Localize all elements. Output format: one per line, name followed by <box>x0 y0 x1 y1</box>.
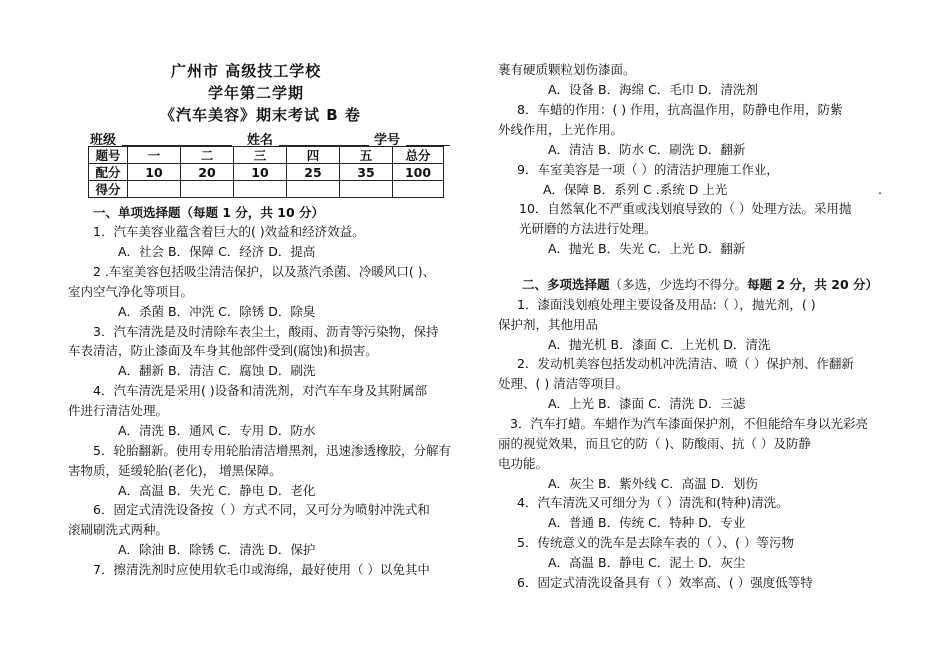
table-cell: 10 <box>128 164 181 181</box>
section-2-heading <box>522 277 878 293</box>
score-input-cell <box>181 181 234 198</box>
question-line: 害物质，延缓轮胎(老化)， 增黑保障。 <box>68 463 282 478</box>
trailing-dot: . <box>878 182 882 197</box>
option-line: A．社会 B．保障 C．经济 D．提高 <box>118 244 316 259</box>
table-cell: 配分 <box>89 164 128 181</box>
question-line: 9．车室美容是一项（ ）的清洁护理施工作业， <box>517 162 779 177</box>
table-cell: 25 <box>287 164 340 181</box>
question-line: 1．漆面浅划痕处理主要设备及用品:（ ），抛光剂，( ) <box>517 297 816 312</box>
question-line: 2 .车室美容包括吸尘清洁保护，以及蒸汽杀菌、冷暖风口( )、 <box>93 264 436 279</box>
question-line: 5．传统意义的洗车是去除车表的（ ）、( ）等污物 <box>517 535 795 550</box>
option-line: A．高温 B．静电 C．泥土 D．灰尘 <box>548 555 746 570</box>
option-line: A．高温 B．失光 C．静电 D．老化 <box>118 483 316 498</box>
question-line: 5．轮胎翻新。使用专用轮胎清洁增黑剂，迅速渗透橡胶，分解有 <box>93 443 451 458</box>
option-line: A．除油 B．除锈 C．清洗 D．保护 <box>118 542 316 557</box>
question-line: 6．固定式清洗设备按（ ）方式不同，又可分为喷射冲洗式和 <box>93 502 430 517</box>
score-input-cell <box>234 181 287 198</box>
question-line: 6．固定式清洗设备具有（ ）效率高、( ）强度低等特 <box>517 575 813 590</box>
question-line: 处理、( ) 清洁等项目。 <box>498 376 629 391</box>
question-line: 10．自然氧化不严重或浅划痕导致的（ ）处理方法。采用抛 <box>519 201 852 216</box>
table-cell: 20 <box>181 164 234 181</box>
option-line: A．清洁 B．防水 C．刷洗 D．翻新 <box>548 142 746 157</box>
exam-title: 《汽车美容》期末考试 B 卷 <box>160 106 361 124</box>
question-line: 室内空气净化等项目。 <box>68 284 194 299</box>
question-line: 3．汽车清洗是及时清除车表尘土，酸雨、沥青等污染物，保持 <box>93 324 439 339</box>
option-line: A．灰尘 B．紫外线 C．高温 D．划伤 <box>548 476 758 491</box>
option-line: A．保障 B．系列 C .系统 D 上光 <box>543 182 728 197</box>
table-cell: 三 <box>234 147 287 164</box>
question-line: 件进行清洁处理。 <box>68 403 169 418</box>
question-line: 2．发动机美容包括发动机冲洗清洁、喷（ ）保护剂、作翻新 <box>517 356 854 371</box>
question-line: 8．车蜡的作用：( ) 作用，抗高温作用，防静电作用，防紫 <box>517 102 843 117</box>
table-row <box>89 164 444 181</box>
table-cell: 35 <box>340 164 393 181</box>
score-table <box>88 146 444 198</box>
table-cell: 得分 <box>89 181 128 198</box>
option-line: A．设备 B．海绵 C．毛巾 D．清洗剂 <box>548 82 758 97</box>
question-line: 丽的视觉效果，而且它的防（ )、防酸雨、抗（ ）及防静 <box>498 436 811 451</box>
question-line: 电功能。 <box>498 456 549 471</box>
option-line: A．普通 B．传统 C．特种 D．专业 <box>548 515 746 530</box>
score-input-cell <box>287 181 340 198</box>
option-line: A．抛光 B．失光 C．上光 D．翻新 <box>548 241 746 256</box>
question-line: 3．汽车打蜡。车蜡作为汽车漆面保护剂，不但能给车身以光彩亮 <box>510 416 868 431</box>
table-cell: 四 <box>287 147 340 164</box>
option-line: A．抛光机 B．漆面 C．上光机 D．清洗 <box>548 337 771 352</box>
score-input-cell <box>128 181 181 198</box>
term-title: 学年第二学期 <box>208 84 305 102</box>
question-line: 1．汽车美容业蕴含着巨大的( )效益和经济效益。 <box>93 224 365 239</box>
id-label: 学号 <box>374 133 401 148</box>
section-2-note: （多选，少选均不得分。 <box>609 277 748 292</box>
option-line: A．清洗 B．通风 C．专用 D．防水 <box>118 423 316 438</box>
table-cell: 题号 <box>89 147 128 164</box>
table-cell: 100 <box>393 164 444 181</box>
table-cell: 五 <box>340 147 393 164</box>
name-label: 姓名 <box>247 133 274 148</box>
score-input-cell <box>340 181 393 198</box>
option-line: A．翻新 B．清洁 C．腐蚀 D．刷洗 <box>118 363 316 378</box>
question-line: 外线作用，上光作用。 <box>498 122 624 137</box>
question-line: 7．擦清洗剂时应使用软毛巾或海绵，最好使用（ ）以免其中 <box>93 562 430 577</box>
question-line: 车表清洁，防止漆面及车身其他部件受到(腐蚀)和损害。 <box>68 343 378 358</box>
table-row <box>89 181 444 198</box>
section-2-title: 二、多项选择题 <box>522 277 610 292</box>
table-row <box>89 147 444 164</box>
question-line: 光研磨的方法进行处理。 <box>519 221 657 236</box>
class-label: 班级 <box>90 133 117 148</box>
table-cell: 10 <box>234 164 287 181</box>
question-line: 裹有硬质颗粒划伤漆面。 <box>498 62 636 77</box>
table-cell: 二 <box>181 147 234 164</box>
table-cell: 一 <box>128 147 181 164</box>
score-input-cell <box>393 181 444 198</box>
question-line: 保护剂，其他用品 <box>498 317 599 332</box>
section-2-score: 每题 2 分，共 20 分） <box>747 277 879 292</box>
school-title: 广州市 高级技工学校 <box>171 62 322 80</box>
question-line: 4．汽车清洗又可细分为（ ）清洗和(特种)清洗。 <box>517 495 789 510</box>
option-line: A．杀菌 B．冲洗 C．除锈 D．除臭 <box>118 304 316 319</box>
option-line: A．上光 B．漆面 C．清洗 D．三滤 <box>548 396 746 411</box>
section-1-heading: 一、单项选择题（每题 1 分，共 10 分） <box>93 205 325 220</box>
question-line: 4．汽车清洗是采用( )设备和清洗剂，对汽车车身及其附属部 <box>93 383 428 398</box>
table-cell: 总分 <box>393 147 444 164</box>
question-line: 滚刷刷洗式两种。 <box>68 522 169 537</box>
